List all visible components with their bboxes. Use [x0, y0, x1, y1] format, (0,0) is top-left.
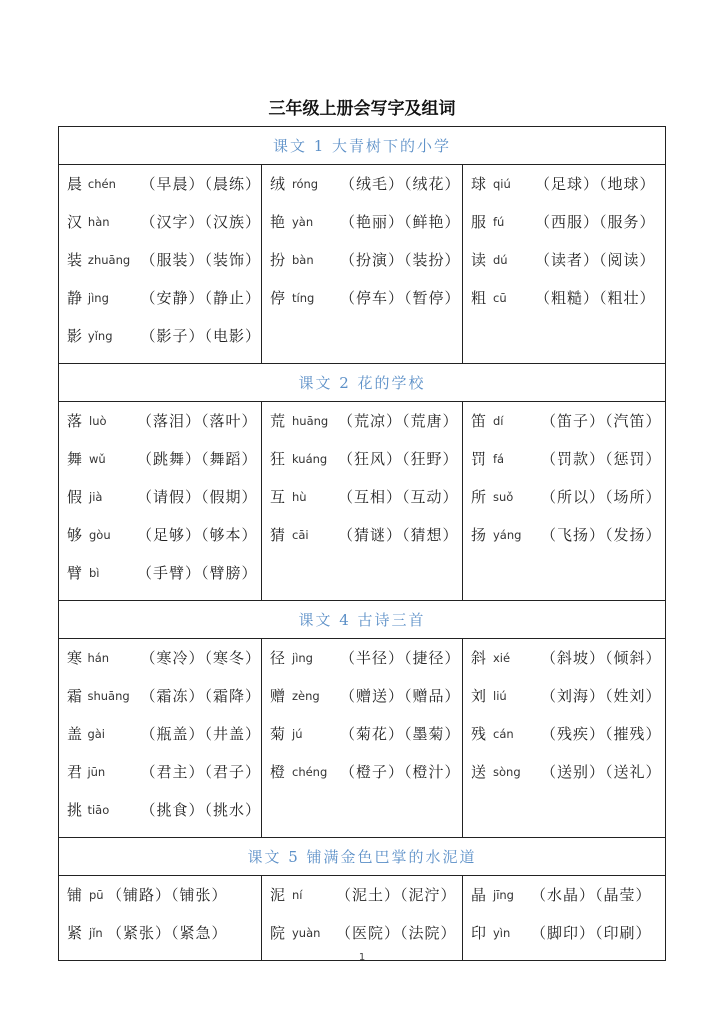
vocab-entry [59, 884, 261, 922]
vocab-words: （狂风）（狂野） [338, 450, 459, 468]
vocab-character: 落 [67, 412, 83, 430]
vocab-words: （扮演）（装扮） [340, 251, 461, 269]
section-header-row [59, 127, 666, 165]
vocab-character: 狂 [270, 450, 286, 468]
vocab-column [463, 402, 666, 601]
vocab-words: （早晨）（晨练） [140, 175, 261, 193]
section-heading: 课文 4 古诗三首 [59, 601, 666, 639]
vocab-pinyin: cán [493, 727, 514, 741]
vocab-pinyin: huāng [292, 414, 329, 428]
vocab-column [59, 165, 262, 364]
vocab-words: （服装）（装饰） [140, 251, 261, 269]
vocab-character: 影 [67, 327, 83, 345]
vocab-words: （荒凉）（荒唐） [338, 412, 459, 430]
vocab-words: （瓶盖）（井盖） [140, 725, 261, 743]
vocab-entry [59, 799, 261, 837]
vocab-words: （艳丽）（鲜艳） [340, 213, 461, 231]
vocab-pinyin: fá [493, 452, 505, 466]
vocab-character: 君 [67, 763, 83, 781]
vocab-column [463, 876, 666, 961]
vocab-character: 猜 [270, 526, 286, 544]
section-header-row [59, 364, 666, 402]
vocab-character: 残 [471, 725, 487, 743]
vocab-pinyin: cāi [292, 528, 309, 542]
vocab-pinyin: hán [87, 651, 110, 665]
vocab-pinyin: hù [292, 490, 307, 504]
vocab-words: （影子）（电影） [140, 327, 261, 345]
vocab-words: （君主）（君子） [140, 763, 261, 781]
vocab-entry [262, 524, 462, 562]
vocab-character: 盖 [67, 725, 83, 743]
vocab-pinyin: bàn [292, 253, 314, 267]
vocab-character: 院 [270, 924, 286, 942]
vocab-character: 罚 [471, 450, 487, 468]
vocab-pinyin: jīng [493, 888, 514, 902]
vocab-character: 艳 [270, 213, 286, 231]
vocab-entry [59, 761, 261, 799]
vocab-entry [262, 448, 462, 486]
vocab-words: （铺路）（铺张） [107, 886, 228, 904]
vocab-character: 晨 [67, 175, 83, 193]
vocab-pinyin: yuàn [292, 926, 321, 940]
vocab-entry [262, 173, 462, 211]
vocab-column [262, 402, 463, 601]
page-number: 1 [358, 952, 366, 963]
vocab-pinyin: zèng [292, 689, 320, 703]
vocab-pinyin: ní [292, 888, 303, 902]
vocab-pinyin: jìng [292, 651, 313, 665]
vocab-pinyin: suǒ [493, 490, 514, 504]
vocab-words: （寒冷）（寒冬） [140, 649, 261, 667]
vocab-entry [59, 562, 261, 600]
vocab-words: （送别）（送礼） [541, 763, 662, 781]
vocab-words: （安静）（静止） [140, 289, 261, 307]
vocab-entry [463, 410, 665, 448]
vocab-character: 寒 [67, 649, 83, 667]
vocab-words: （跳舞）（舞蹈） [137, 450, 258, 468]
vocab-character: 霜 [67, 687, 83, 705]
vocab-pinyin: wǔ [89, 452, 106, 466]
vocab-character: 粗 [471, 289, 487, 307]
vocab-pinyin: gòu [89, 528, 111, 542]
vocab-words: （读者）（阅读） [535, 251, 656, 269]
vocab-pinyin: tíng [292, 291, 315, 305]
page-title: 三年级上册会写字及组词 [268, 99, 456, 119]
vocab-character: 荒 [270, 412, 286, 430]
section-header-row [59, 601, 666, 639]
vocab-words: （足够）（够本） [137, 526, 258, 544]
vocab-pinyin: zhuāng [87, 253, 131, 267]
vocab-pinyin: jǐn [89, 926, 103, 940]
vocab-column [262, 165, 463, 364]
vocab-words: （橙子）（橙汁） [340, 763, 461, 781]
vocab-pinyin: gài [87, 727, 105, 741]
vocab-character: 扮 [270, 251, 286, 269]
vocab-words: （飞扬）（发扬） [541, 526, 662, 544]
vocab-character: 紧 [67, 924, 83, 942]
vocab-character: 绒 [270, 175, 286, 193]
vocab-entry [463, 761, 665, 799]
section-body-row [59, 639, 666, 838]
vocab-character: 笛 [471, 412, 487, 430]
vocab-pinyin: dí [493, 414, 504, 428]
vocab-character: 径 [270, 649, 286, 667]
vocab-words: （菊花）（墨菊） [340, 725, 461, 743]
vocab-words: （西服）（服务） [535, 213, 656, 231]
vocab-entry [262, 884, 462, 922]
vocab-words: （粗糙）（粗壮） [535, 289, 656, 307]
vocab-entry [262, 761, 462, 799]
vocab-character: 刘 [471, 687, 487, 705]
vocab-pinyin: fú [493, 215, 505, 229]
vocab-entry [463, 723, 665, 761]
vocab-words: （水晶）（晶莹） [531, 886, 652, 904]
vocab-pinyin: cū [493, 291, 507, 305]
vocab-words: （请假）（假期） [137, 488, 258, 506]
vocab-pinyin: yǐng [87, 329, 113, 343]
vocab-entry [262, 287, 462, 325]
vocab-pinyin: qiú [493, 177, 511, 191]
vocab-words: （医院）（法院） [336, 924, 457, 942]
vocab-pinyin: luò [89, 414, 107, 428]
vocab-entry [463, 647, 665, 685]
vocab-words: （残疾）（摧残） [541, 725, 662, 743]
vocab-entry [59, 410, 261, 448]
vocab-words: （所以）（场所） [541, 488, 662, 506]
vocab-words: （泥土）（泥泞） [336, 886, 457, 904]
vocab-character: 汉 [67, 213, 83, 231]
vocab-character: 臂 [67, 564, 83, 582]
vocab-words: （汉字）（汉族） [140, 213, 261, 231]
vocab-entry [463, 173, 665, 211]
vocab-pinyin: yàn [292, 215, 314, 229]
vocab-entry [59, 325, 261, 363]
section-heading: 课文 5 铺满金色巴掌的水泥道 [59, 838, 666, 876]
vocab-character: 假 [67, 488, 83, 506]
vocab-pinyin: chén [87, 177, 116, 191]
vocab-character: 铺 [67, 886, 83, 904]
vocab-column [59, 402, 262, 601]
vocab-words: （霜冻）（霜降） [140, 687, 261, 705]
vocab-column [463, 165, 666, 364]
vocab-words: （刘海）（姓刘） [541, 687, 662, 705]
vocab-pinyin: yìn [493, 926, 511, 940]
vocab-pinyin: jūn [87, 765, 106, 779]
vocab-character: 橙 [270, 763, 286, 781]
vocab-column [59, 876, 262, 961]
vocab-words: （斜坡）（倾斜） [541, 649, 662, 667]
vocab-words: （脚印）（印刷） [531, 924, 652, 942]
vocab-pinyin: shuāng [87, 689, 130, 703]
vocab-pinyin: róng [292, 177, 319, 191]
section-body-row [59, 402, 666, 601]
vocab-character: 赠 [270, 687, 286, 705]
vocab-pinyin: sòng [493, 765, 521, 779]
vocab-entry [59, 287, 261, 325]
vocab-character: 静 [67, 289, 83, 307]
vocab-entry [262, 647, 462, 685]
section-body-row [59, 876, 666, 961]
vocab-character: 印 [471, 924, 487, 942]
vocab-pinyin: hàn [87, 215, 110, 229]
vocab-character: 斜 [471, 649, 487, 667]
vocab-entry [262, 486, 462, 524]
vocab-pinyin: jú [292, 727, 303, 741]
vocab-column [262, 639, 463, 838]
vocab-entry [463, 249, 665, 287]
vocab-words: （落泪）（落叶） [137, 412, 258, 430]
vocab-pinyin: yáng [493, 528, 522, 542]
vocab-entry [59, 211, 261, 249]
vocab-words: （足球）（地球） [535, 175, 656, 193]
section-heading: 课文 2 花的学校 [59, 364, 666, 402]
vocab-column [463, 639, 666, 838]
vocab-words: （半径）（捷径） [340, 649, 461, 667]
vocab-entry [463, 685, 665, 723]
vocab-pinyin: chéng [292, 765, 328, 779]
vocab-character: 读 [471, 251, 487, 269]
vocab-character: 停 [270, 289, 286, 307]
vocab-words: （赠送）（赠品） [340, 687, 461, 705]
vocab-entry [463, 884, 665, 922]
vocab-pinyin: tiāo [87, 803, 110, 817]
vocab-entry [59, 448, 261, 486]
vocab-entry [262, 211, 462, 249]
vocab-character: 扬 [471, 526, 487, 544]
vocab-pinyin: xié [493, 651, 511, 665]
vocab-entry [262, 410, 462, 448]
vocab-entry [262, 723, 462, 761]
vocab-character: 菊 [270, 725, 286, 743]
vocab-pinyin: bì [89, 566, 100, 580]
vocab-pinyin: jìng [87, 291, 109, 305]
vocab-pinyin: dú [493, 253, 508, 267]
vocab-entry [262, 249, 462, 287]
section-body-row [59, 165, 666, 364]
vocab-entry [463, 448, 665, 486]
vocab-character: 互 [270, 488, 286, 506]
vocab-entry [59, 486, 261, 524]
vocab-character: 装 [67, 251, 83, 269]
vocab-column [262, 876, 463, 961]
vocab-words: （挑食）（挑水） [140, 801, 261, 819]
vocab-character: 舞 [67, 450, 83, 468]
vocab-entry [59, 173, 261, 211]
vocab-words: （互相）（互动） [338, 488, 459, 506]
section-header-row [59, 838, 666, 876]
vocab-pinyin: jià [89, 490, 103, 504]
vocab-entry [463, 524, 665, 562]
vocab-words: （罚款）（惩罚） [541, 450, 662, 468]
vocab-entry [463, 211, 665, 249]
vocab-words: （绒毛）（绒花） [340, 175, 461, 193]
vocab-pinyin: liú [493, 689, 507, 703]
vocab-character: 球 [471, 175, 487, 193]
vocab-entry [59, 249, 261, 287]
vocab-entry [59, 647, 261, 685]
section-heading: 课文 1 大青树下的小学 [59, 127, 666, 165]
vocab-character: 晶 [471, 886, 487, 904]
vocab-character: 泥 [270, 886, 286, 904]
vocab-words: （笛子）（汽笛） [541, 412, 662, 430]
vocab-words: （手臂）（臂膀） [137, 564, 258, 582]
vocab-pinyin: pū [89, 888, 104, 902]
vocab-entry [463, 287, 665, 325]
vocab-entry [262, 685, 462, 723]
vocab-entry [59, 685, 261, 723]
vocab-character: 送 [471, 763, 487, 781]
vocab-entry [463, 486, 665, 524]
vocab-entry [59, 524, 261, 562]
vocab-character: 挑 [67, 801, 83, 819]
vocab-entry [59, 723, 261, 761]
vocab-words: （紧张）（紧急） [107, 924, 228, 942]
vocabulary-table [58, 126, 666, 961]
vocab-character: 服 [471, 213, 487, 231]
vocab-words: （停车）（暂停） [340, 289, 461, 307]
vocab-words: （猜谜）（猜想） [338, 526, 459, 544]
vocab-character: 所 [471, 488, 487, 506]
vocab-pinyin: kuáng [292, 452, 328, 466]
vocab-character: 够 [67, 526, 83, 544]
vocab-column [59, 639, 262, 838]
